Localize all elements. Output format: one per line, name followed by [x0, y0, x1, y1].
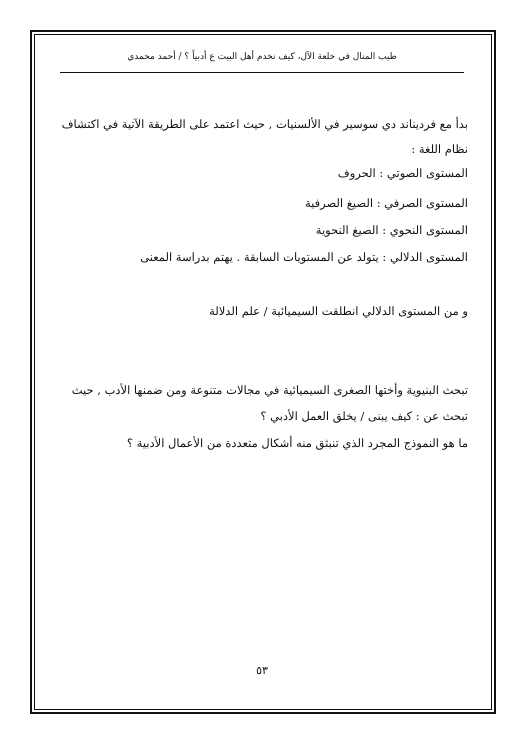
- level-phonetic: المستوى الصوتي : الحروف: [337, 166, 468, 180]
- paragraph-line: بدأ مع فرديناند دي سوسير في الألسنيات , حيث اعتمد على الطريقة الآتية في اكتشاف: [61, 117, 468, 131]
- page-border-inner: [34, 34, 492, 710]
- paragraph-line: نظام اللغة :: [411, 142, 468, 156]
- paragraph-line: تبحث عن : كيف يبنى / يخلق العمل الأدبي ؟: [260, 409, 468, 423]
- paragraph-line: تبحث البنيوية وأختها الصغرى السيميائية في مجالات متنوعة ومن ضمنها الأدب , حيث: [71, 383, 468, 397]
- paragraph-line: ما هو النموذج المجرد الذي تنبثق منه أشكال متعددة من الأعمال الأدبية ؟: [126, 436, 468, 450]
- page-number: ٥٣: [256, 664, 268, 677]
- level-syntactic: المستوى النحوي : الصيغ النحوية: [315, 223, 468, 237]
- header-divider: [60, 72, 464, 73]
- paragraph-line: و من المستوى الدلالي انطلقت السيميائية / علم الدلالة: [209, 304, 468, 318]
- level-semantic: المستوى الدلالي : يتولد عن المستويات السابقة . يهتم بدراسة المعنى: [140, 250, 468, 264]
- level-morphological: المستوى الصرفي : الصيغ الصرفية: [304, 196, 468, 210]
- running-header: طيب المنال في خلعة الآل، كيف نخدم أهل البيت ع أدبياً ؟ / أحمد محمدي: [127, 52, 397, 62]
